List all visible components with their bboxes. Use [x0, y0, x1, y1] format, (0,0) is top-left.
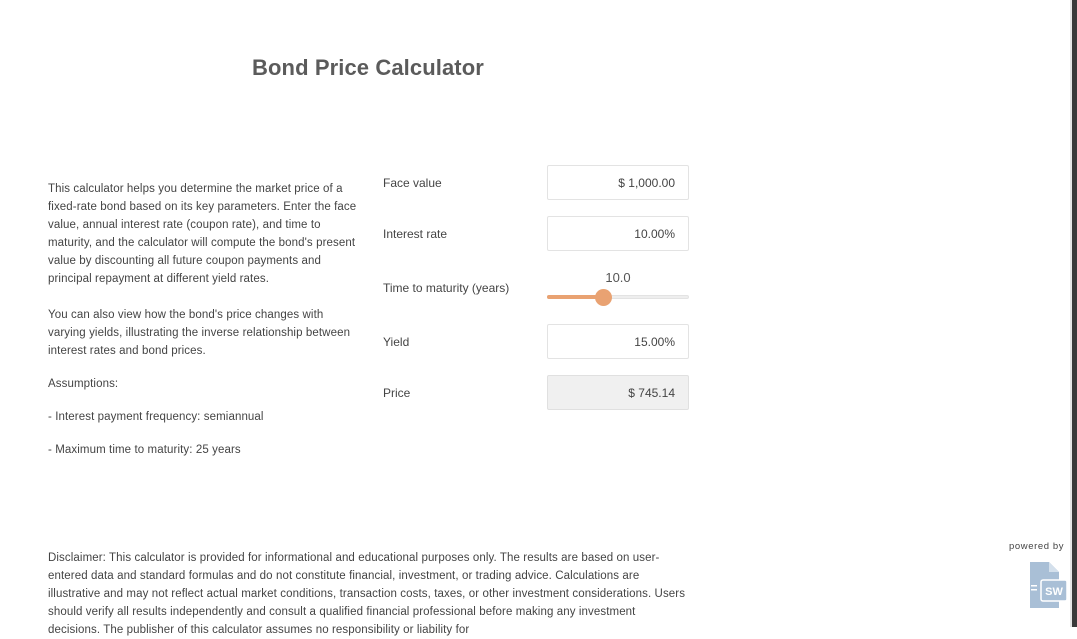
assumption-frequency: - Interest payment frequency: semiannual	[48, 411, 264, 423]
interest-rate-input[interactable]: 10.00%	[547, 216, 689, 251]
face-value-label: Face value	[383, 176, 442, 190]
yield-input[interactable]: 15.00%	[547, 324, 689, 359]
intro-text	[48, 180, 358, 459]
maturity-label: Time to maturity (years)	[383, 281, 510, 295]
interest-rate-label: Interest rate	[383, 227, 448, 241]
maturity-slider-thumb[interactable]	[595, 289, 612, 306]
intro-paragraph: This calculator helps you determine the market price of a fixed-rate bond based on its key parameters. Enter the face value, annual interest rate (coupon rate), and time to maturity, and the calculator will compute the bond's present value by discounting all future coupon payments and principal repayment at different yield rates.	[48, 183, 357, 285]
maturity-slider-value: 10.0	[605, 270, 631, 285]
yield-label: Yield	[383, 335, 410, 349]
assumption-max-maturity: - Maximum time to maturity: 25 years	[48, 444, 241, 456]
window-edge	[1072, 0, 1077, 627]
price-output: $ 745.14	[547, 375, 689, 410]
logo-text: SW	[1045, 586, 1063, 598]
face-value-input[interactable]: $ 1,000.00	[547, 165, 689, 200]
disclaimer-text: Disclaimer: This calculator is provided for informational and educational purposes only. The results are based on user-entered data and standard formulas and do not constitute financial, investment, or trading advice. Calculations are illustrative and may not reflect actual market conditions, transaction costs, taxes, or other investment considerations. Users should verify all results independently and consult a qualified financial professional before making any investment decisions. The publisher of this calculator assumes no responsibility or liability for	[48, 552, 686, 636]
price-label: Price	[383, 386, 411, 400]
page-title: Bond Price Calculator	[252, 55, 484, 80]
intro-paragraph-yields: You can also view how the bond's price changes with varying yields, illustrating the inverse relationship between interest rates and bond prices.	[48, 309, 351, 357]
spreadsheet-web-logo-icon[interactable]	[1027, 561, 1069, 616]
powered-by-label: powered by	[1009, 541, 1065, 552]
assumptions-heading: Assumptions:	[48, 378, 119, 390]
